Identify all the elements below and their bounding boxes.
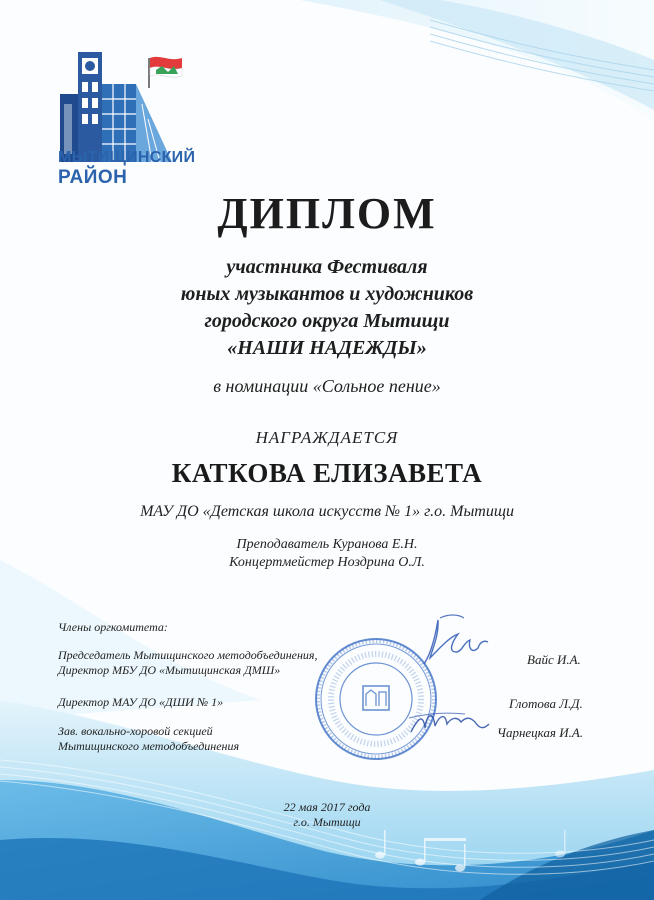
position-line: Председатель Мытищинского методобъединения, [58,648,318,662]
diploma-subtitle [0,254,654,362]
subtitle-line: «НАШИ НАДЕЖДЫ» [227,337,427,359]
committee-member-position [58,648,318,678]
logo-line2: РАЙОН [58,167,128,188]
position-line: Директор МАУ ДО «ДШИ № 1» [58,695,224,709]
teacher: Преподаватель Куранова Е.Н. [236,537,418,552]
issue-date: 22 мая 2017 года [283,800,371,814]
accompanist: Концертмейстер Ноздрина О.Л. [229,555,425,570]
subtitle-line: городского округа Мытищи [204,310,450,332]
subtitle-line: юных музыкантов и художников [180,283,474,305]
committee-member-position [58,724,239,754]
signature-vais [418,612,494,674]
teachers-block [0,536,654,572]
committee-member-name: Чарнецкая И.А. [497,725,584,740]
award-label: НАГРАЖДАЕТСЯ [255,428,399,447]
committee-heading: Члены оргкомитета: [58,620,168,634]
issue-city: г.о. Мытищи [293,815,361,829]
committee-member-name: Вайс И.А. [527,652,581,667]
position-line: Зав. вокально-хоровой секцией [58,724,213,738]
subtitle-line: участника Фестиваля [226,256,428,278]
committee-member-name: Глотова Л.Д. [509,696,583,711]
school-name: МАУ ДО «Детская школа искусств № 1» г.о. Мытищи [140,503,514,520]
diploma-title: ДИПЛОМ [217,189,437,238]
recipient-name: КАТКОВА ЕЛИЗАВЕТА [171,458,483,488]
logo-caption [58,148,195,188]
nomination: в номинации «Сольное пение» [213,376,441,396]
position-line: Мытищинского методобъединения [58,739,240,753]
date-block [0,800,654,830]
logo-line1: МЫТИЩИНСКИЙ [58,149,196,166]
signature-charnetskaya [405,700,495,744]
position-line: Директор МБУ ДО «Мытищинская ДМШ» [58,663,281,677]
committee-member-position [58,695,223,710]
